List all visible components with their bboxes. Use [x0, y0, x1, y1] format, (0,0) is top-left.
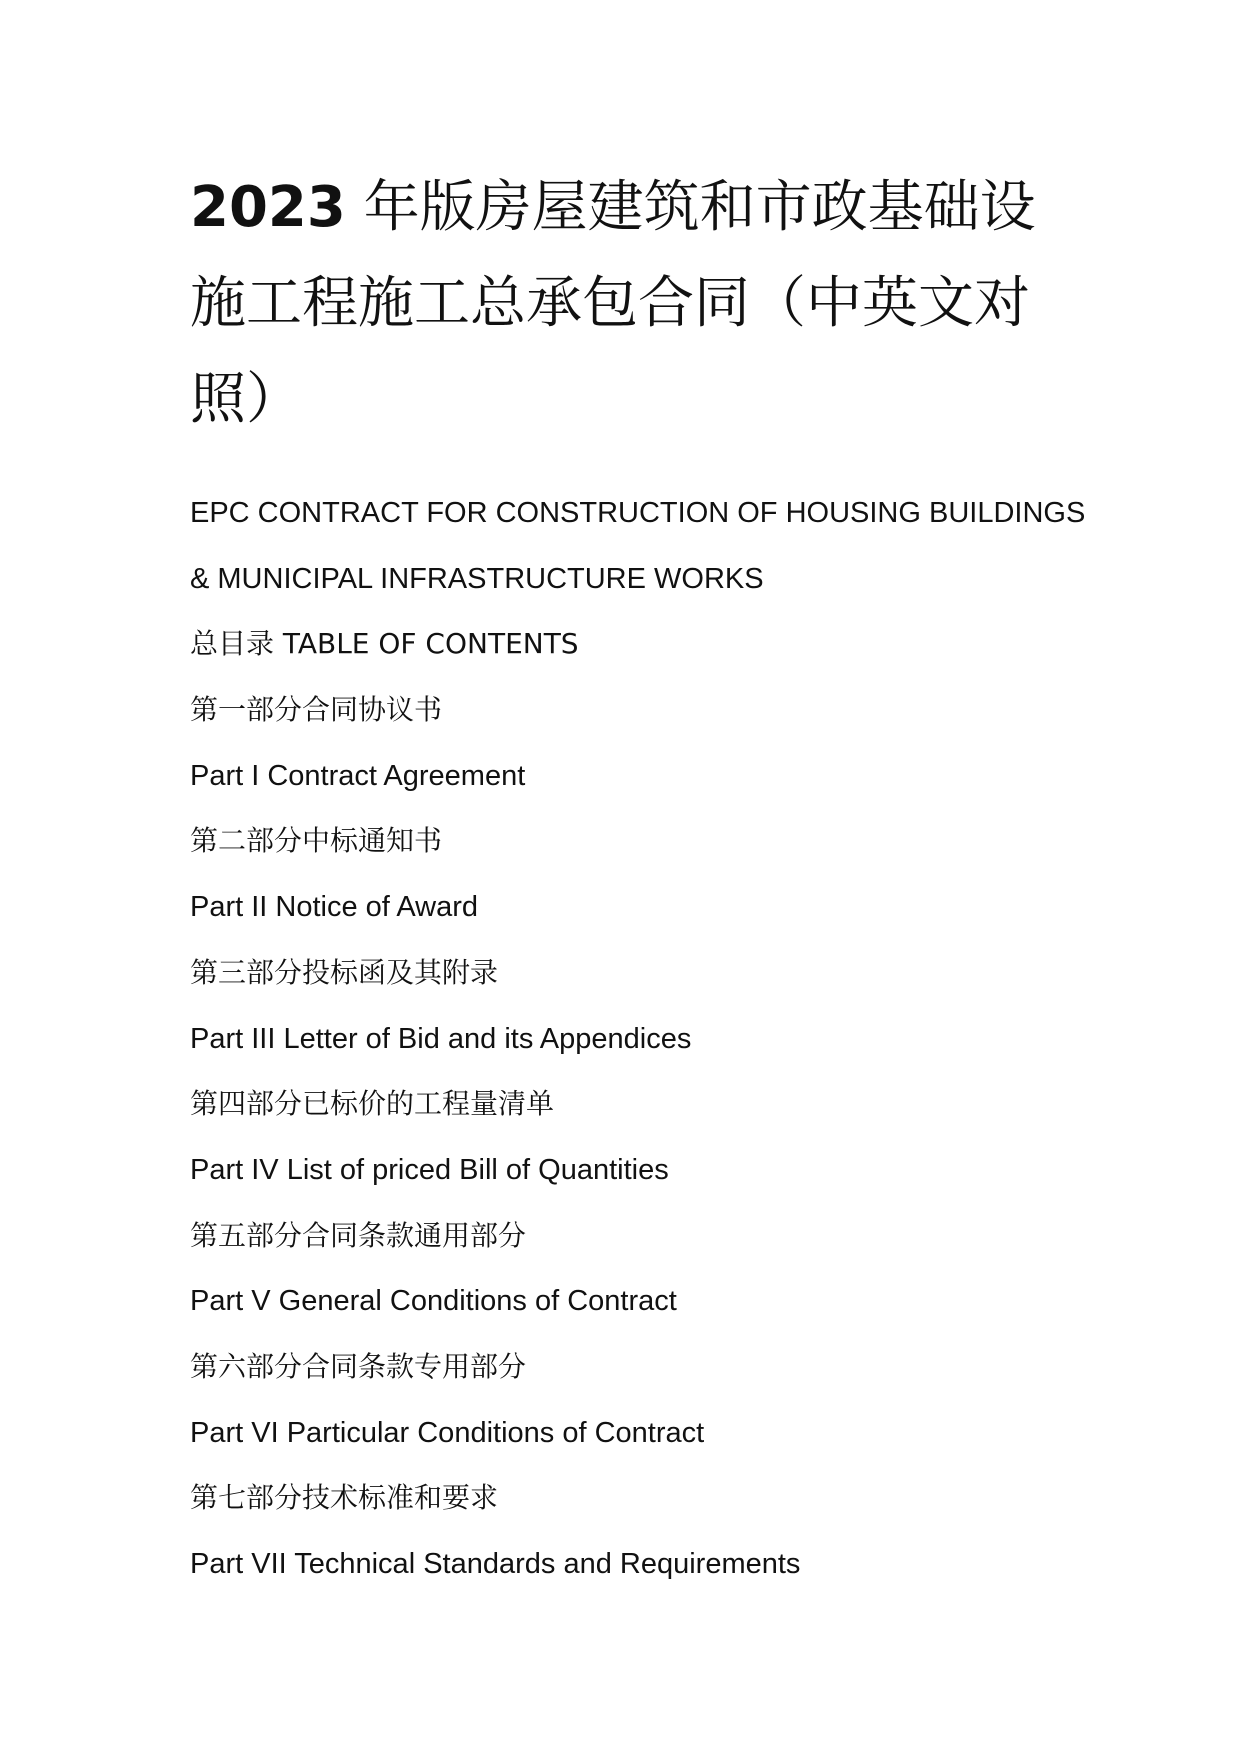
document-body [190, 492, 1085, 1609]
toc-item-zh: 第三部分投标函及其附录 [190, 955, 499, 989]
subtitle-line-2: & MUNICIPAL INFRASTRUCTURE WORKS [190, 562, 764, 595]
toc-item-en: Part VII Technical Standards and Requirements [190, 1548, 801, 1580]
toc-item-zh: 第四部分已标价的工程量清单 [190, 1087, 555, 1121]
toc-item-zh: 第一部分合同协议书 [190, 693, 443, 727]
title-text: 年版房屋建筑和市政基础设施工程施工总承包合同（中英文对照） [190, 175, 1036, 432]
toc-item-en: Part I Contract Agreement [190, 759, 526, 792]
toc-item-en: Part V General Conditions of Contract [190, 1285, 677, 1318]
toc-item-en: Part II Notice of Award [190, 891, 478, 924]
toc-item-zh: 第二部分中标通知书 [190, 824, 443, 858]
toc-item-zh: 第七部分技术标准和要求 [190, 1481, 499, 1515]
title-year: 2023 [190, 175, 346, 240]
toc-item-en: Part IV List of priced Bill of Quantities [190, 1153, 669, 1186]
toc-item-zh: 第六部分合同条款专用部分 [190, 1349, 527, 1383]
subtitle-line-1: EPC CONTRACT FOR CONSTRUCTION OF HOUSING BUILDINGS [190, 497, 1086, 529]
toc-heading: 总目录 TABLE OF CONTENTS [190, 627, 579, 661]
toc-item-en: Part III Letter of Bid and its Appendices [190, 1022, 692, 1055]
toc-item-zh: 第五部分合同条款通用部分 [190, 1218, 527, 1252]
document-title [190, 160, 1090, 448]
toc-item-en: Part VI Particular Conditions of Contract [190, 1416, 705, 1449]
